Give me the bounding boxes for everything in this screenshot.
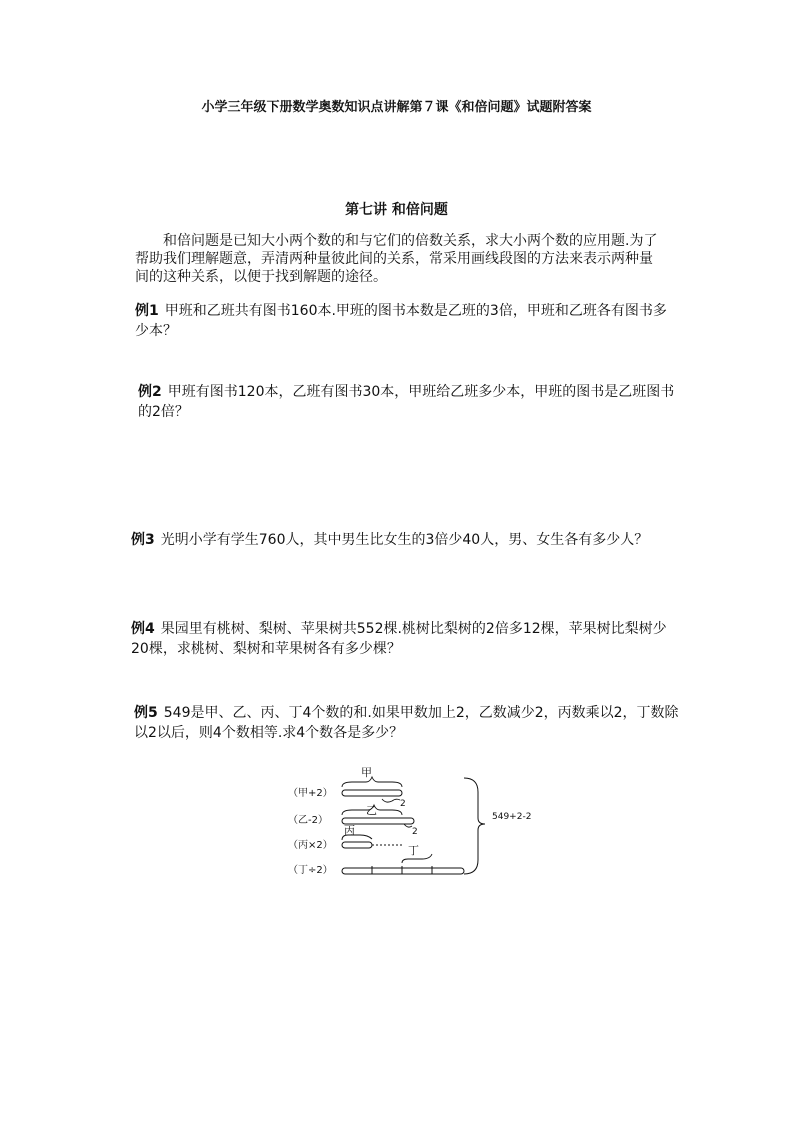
example-5 <box>134 703 679 743</box>
row-label-ding: （丁÷2） <box>288 865 333 876</box>
row-label-yi: （乙-2） <box>288 815 328 826</box>
example-3 <box>131 530 676 550</box>
row-label-bing: （丙×2） <box>288 840 333 851</box>
document-title: 小学三年级下册数学奥数知识点讲解第７课《和倍问题》试题附答案 <box>201 100 592 115</box>
row-label-jia: （甲+2） <box>288 788 333 799</box>
total-label: 549+2-2 <box>492 812 532 822</box>
adjust-label-yi: 2 <box>412 827 418 837</box>
lecture-title: 第七讲 和倍问题 <box>345 202 448 218</box>
segment-ding <box>342 854 464 874</box>
example-1 <box>135 301 680 341</box>
intro-paragraph: 和倍问题是已知大小两个数的和与它们的倍数关系，求大小两个数的应用题.为了帮助我们理解题意，弄清两种量彼此间的关系，常采用画线段图的方法来表示两种量间的这种关系，以便于找到解题的途径。 <box>135 233 658 285</box>
example-label: 例4 <box>131 621 155 637</box>
example-2 <box>138 382 683 422</box>
example-label: 例2 <box>138 384 162 400</box>
example-label: 例5 <box>134 705 158 721</box>
example-label: 例3 <box>131 532 155 548</box>
line-segment-diagram <box>280 762 550 887</box>
example-text: 果园里有桃树、梨树、苹果树共552棵.桃树比梨树的2倍多12棵，苹果树比梨树少20棵，求桃树、梨树和苹果树各有多少棵？ <box>131 621 667 657</box>
segment-label-bing: 丙 <box>344 824 355 837</box>
example-text: 549是甲、乙、丙、丁4个数的和.如果甲数加上2，乙数减少2，丙数乘以2，丁数除以2以后，则4个数相等.求4个数各是多少？ <box>134 705 679 741</box>
example-label: 例1 <box>135 303 159 319</box>
example-4 <box>131 619 676 659</box>
example-text: 甲班和乙班共有图书160本.甲班的图书本数是乙班的3倍，甲班和乙班各有图书多少本？ <box>135 303 667 339</box>
segment-label-yi: 乙 <box>366 804 377 817</box>
segment-label-jia: 甲 <box>361 766 372 779</box>
segment-label-ding: 丁 <box>408 844 419 857</box>
example-text: 光明小学有学生760人，其中男生比女生的3倍少40人，男、女生各有多少人？ <box>160 532 649 548</box>
segment-jia <box>342 777 402 802</box>
adjust-label-jia: 2 <box>400 799 406 809</box>
example-text: 甲班有图书120本，乙班有图书30本，甲班给乙班多少本，甲班的图书是乙班图书的2倍？ <box>138 384 675 420</box>
total-brace <box>464 778 485 874</box>
